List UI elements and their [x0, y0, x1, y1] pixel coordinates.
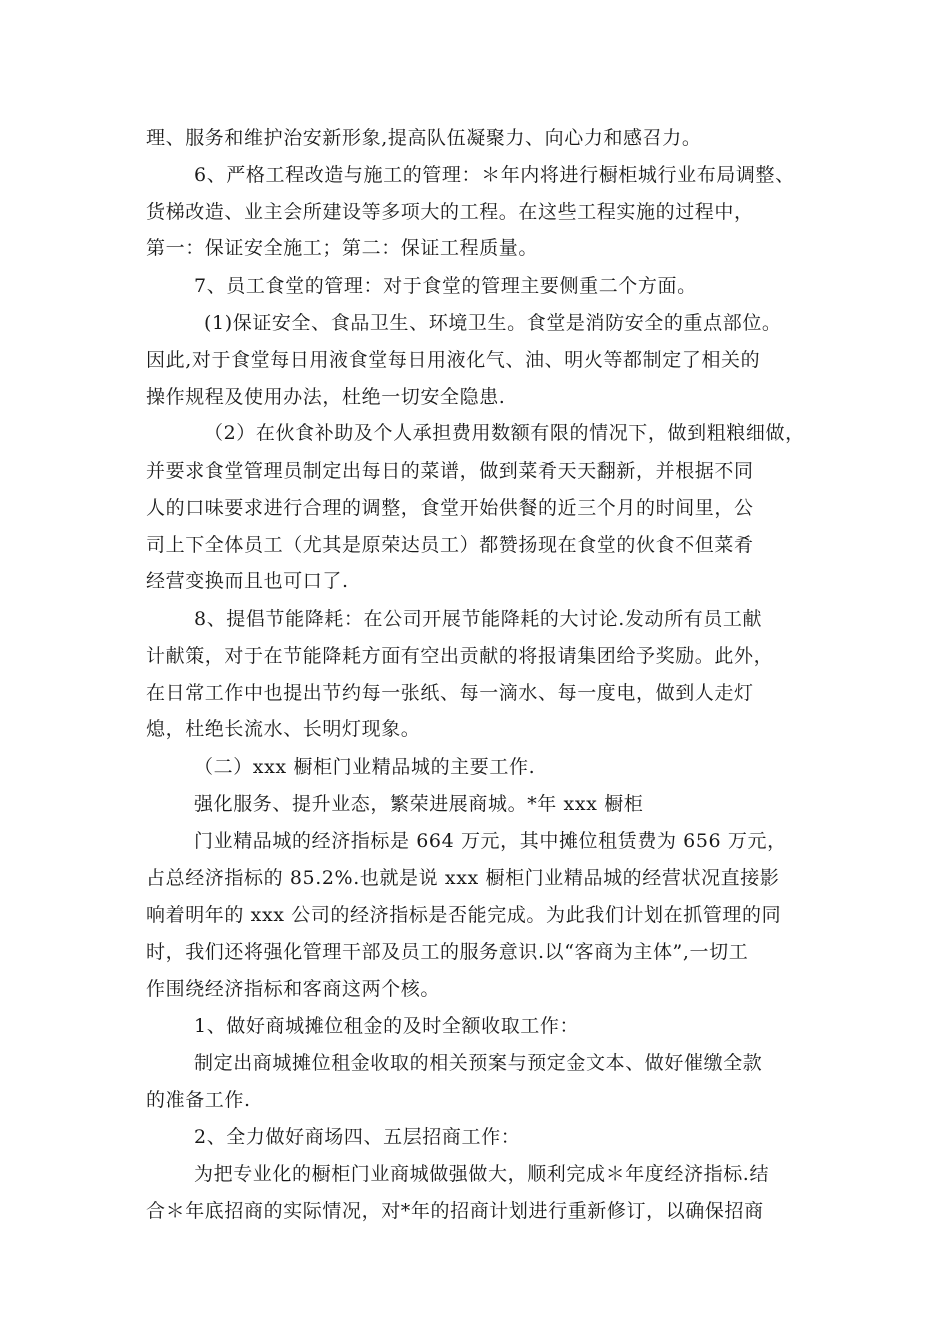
text-line: 7、员工食堂的管理：对于食堂的管理主要侧重二个方面。 [194, 275, 697, 297]
text-line: 占总经济指标的 85.2%.也就是说 xxx 橱柜门业精品城的经营状况直接影 [146, 867, 780, 889]
text-line: 因此,对于食堂每日用液食堂每日用液化气、油、明火等都制定了相关的 [146, 349, 761, 371]
text-line: 司上下全体员工（尤其是原荣达员工）都赞扬现在食堂的伙食不但菜肴 [146, 534, 754, 556]
text-line: 理、服务和维护治安新形象,提高队伍凝聚力、向心力和感召力。 [146, 127, 702, 149]
text-line: (1)保证安全、食品卫生、环境卫生。食堂是消防安全的重点部位。 [204, 312, 782, 334]
text-line: （二）xxx 橱柜门业精品城的主要工作. [194, 756, 536, 778]
text-line: 响着明年的 xxx 公司的经济指标是否能完成。为此我们计划在抓管理的同 [146, 904, 782, 926]
text-line: 经营变换而且也可口了. [146, 570, 349, 592]
text-line: 第一：保证安全施工；第二：保证工程质量。 [146, 237, 539, 259]
text-line: 6、严格工程改造与施工的管理：＊年内将进行橱柜城行业布局调整、 [194, 164, 795, 186]
text-line: 货梯改造、业主会所建设等多项大的工程。在这些工程实施的过程中， [146, 201, 754, 223]
text-line: 8、提倡节能降耗：在公司开展节能降耗的大讨论.发动所有员工献 [194, 608, 763, 630]
text-line: 并要求食堂管理员制定出每日的菜谱，做到菜肴天天翻新，并根据不同 [146, 460, 754, 482]
text-line: 作围绕经济指标和客商这两个核。 [146, 978, 441, 1000]
text-line: 人的口味要求进行合理的调整，食堂开始供餐的近三个月的时间里，公 [146, 497, 754, 519]
text-line: 熄，杜绝长流水、长明灯现象。 [146, 718, 421, 740]
text-line: 门业精品城的经济指标是 664 万元，其中摊位租赁费为 656 万元， [194, 830, 787, 852]
text-line: 在日常工作中也提出节约每一张纸、每一滴水、每一度电，做到人走灯 [146, 682, 754, 704]
text-line: 时，我们还将强化管理干部及员工的服务意识.以“客商为主体”,一切工 [146, 941, 749, 963]
text-line: 操作规程及使用办法，杜绝一切安全隐患. [146, 386, 506, 408]
text-line: （2）在伙食补助及个人承担费用数额有限的情况下，做到粗粮细做， [204, 422, 805, 444]
text-line: 计献策，对于在节能降耗方面有空出贡献的将报请集团给予奖励。此外， [146, 645, 774, 667]
text-line: 合＊年底招商的实际情况，对*年的招商计划进行重新修订，以确保招商 [146, 1200, 764, 1222]
text-line: 强化服务、提升业态，繁荣进展商城。*年 xxx 橱柜 [194, 793, 644, 815]
text-line: 制定出商城摊位租金收取的相关预案与预定金文本、做好催缴全款 [194, 1052, 763, 1074]
text-line: 为把专业化的橱柜门业商城做强做大，顺利完成＊年度经济指标.结 [194, 1163, 770, 1185]
text-line: 1、做好商城摊位租金的及时全额收取工作： [194, 1015, 580, 1037]
text-line: 2、全力做好商场四、五层招商工作： [194, 1126, 521, 1148]
text-line: 的准备工作. [146, 1089, 251, 1111]
